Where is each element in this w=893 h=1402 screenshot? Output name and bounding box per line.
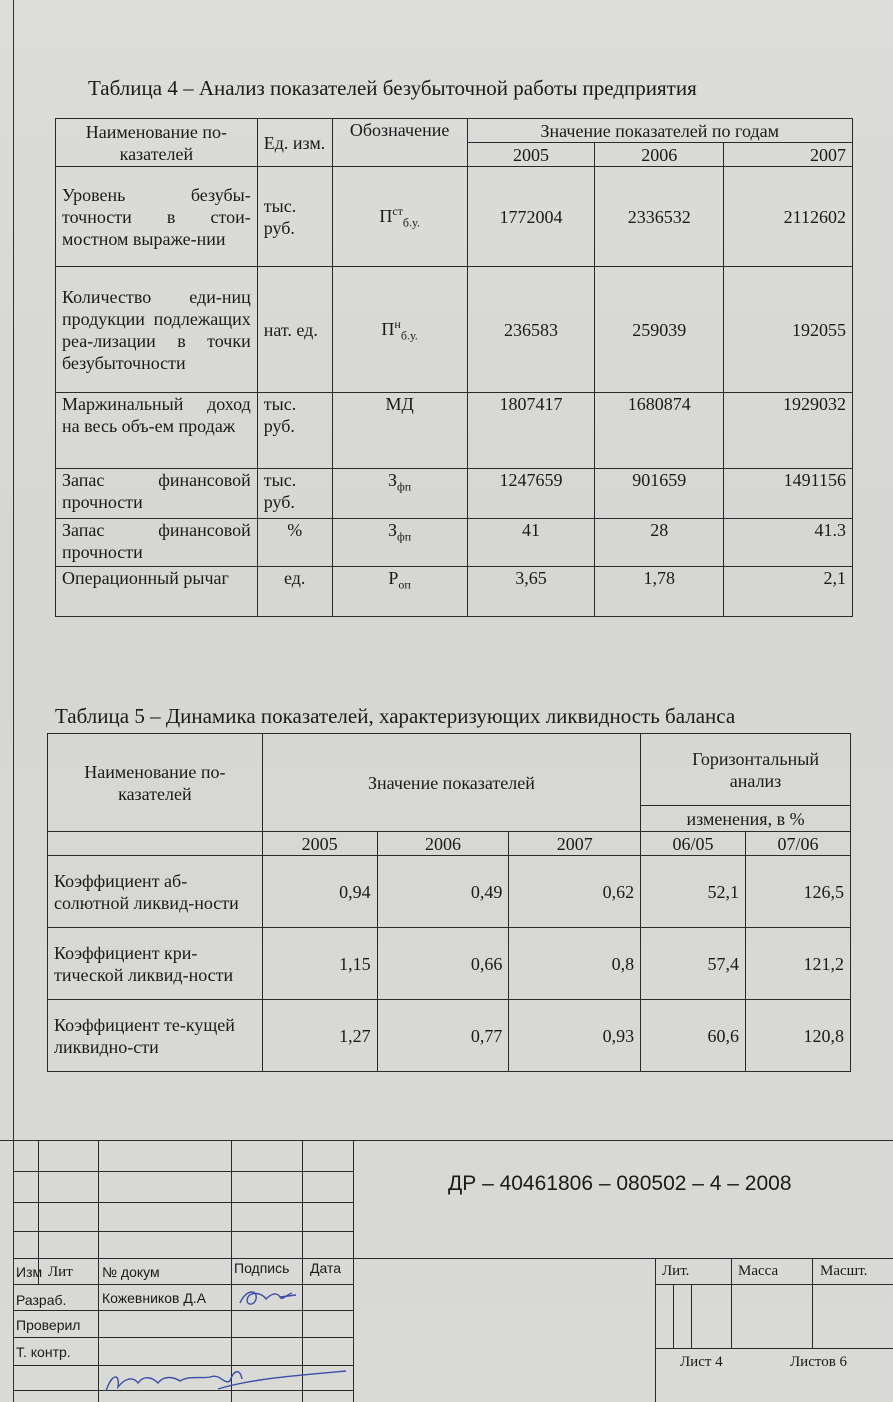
table4-row	[56, 167, 853, 267]
stamp-doc-no: № докум	[102, 1264, 160, 1280]
stamp-line	[38, 1140, 39, 1284]
row-unit: тыс. руб.	[257, 469, 332, 519]
stamp-mass: Масса	[738, 1263, 779, 1279]
row-value-2006: 0,77	[377, 1000, 509, 1072]
stamp-developer-name: Кожевников Д.А	[102, 1290, 207, 1306]
row-value-2007: 2112602	[724, 167, 853, 267]
row-change-06-05: 52,1	[641, 856, 746, 928]
table4-header-values-by-year: Значение показателей по годам	[467, 119, 852, 143]
stamp-t-control: Т. контр.	[16, 1344, 71, 1360]
table5-header-horizontal: Горизонтальный анализ	[641, 734, 851, 806]
row-name: Коэффициент аб-солютной ликвид-ности	[48, 856, 263, 928]
table4-row	[56, 519, 853, 567]
table4-header-2007: 2007	[724, 143, 853, 167]
row-change-07-06: 121,2	[746, 928, 851, 1000]
row-symbol: $П^н_{б.у.}$	[332, 267, 467, 393]
table5-header-2006: 2006	[377, 832, 509, 856]
developer-signature-icon	[236, 1285, 300, 1311]
row-value-2006: 901659	[595, 469, 724, 519]
row-change-06-05: 57,4	[641, 928, 746, 1000]
row-change-06-05: 60,6	[641, 1000, 746, 1072]
row-name: Коэффициент те-кущей ликвидно-сти	[48, 1000, 263, 1072]
row-value-2006: 0,66	[377, 928, 509, 1000]
row-value-2006: 28	[595, 519, 724, 567]
stamp-line	[655, 1348, 893, 1349]
table4-header-name: Наименование по-казателей	[56, 119, 258, 167]
table4	[55, 118, 853, 617]
stamp-sheet: Лист 4	[680, 1354, 723, 1370]
row-unit: ед.	[257, 567, 332, 617]
stamp-lit: Лит	[48, 1264, 73, 1280]
row-value-2005: 1772004	[467, 167, 595, 267]
table5-header-07-06: 07/06	[746, 832, 851, 856]
table5-header-values: Значение показателей	[262, 734, 640, 832]
row-value-2007: 0,62	[509, 856, 641, 928]
table5-row	[48, 1000, 851, 1072]
row-value-2006: 1680874	[595, 393, 724, 469]
row-value-2005: 3,65	[467, 567, 595, 617]
stamp-line	[98, 1140, 99, 1402]
row-symbol: МД	[332, 393, 467, 469]
table4-row	[56, 267, 853, 393]
row-value-2005: 0,94	[262, 856, 377, 928]
stamp-sheets: Листов 6	[790, 1354, 848, 1370]
row-change-07-06: 120,8	[746, 1000, 851, 1072]
row-value-2007: 1491156	[724, 469, 853, 519]
table4-header-unit: Ед. изм.	[257, 119, 332, 167]
table4-row	[56, 393, 853, 469]
row-symbol: $Р_{оп}$	[332, 567, 467, 617]
row-value-2007: 0,8	[509, 928, 641, 1000]
stamp-line	[13, 1258, 893, 1259]
table5-header-name: Наименование по-казателей	[48, 734, 263, 832]
row-name: Коэффициент кри-тической ликвид-ности	[48, 928, 263, 1000]
row-value-2007: 192055	[724, 267, 853, 393]
table4-caption: Таблица 4 – Анализ показателей безубыточной работы предприятия	[88, 76, 697, 100]
table5-header-change: изменения, в %	[641, 806, 851, 832]
row-name: Уровень безубы-точности в стои-мостном выраже-нии	[56, 167, 258, 267]
table4-row	[56, 567, 853, 617]
row-name: Маржинальный доход на весь объ-ем продаж	[56, 393, 258, 469]
row-value-2007: 1929032	[724, 393, 853, 469]
row-value-2006: 259039	[595, 267, 724, 393]
table5-header-2007: 2007	[509, 832, 641, 856]
stamp-line	[302, 1140, 303, 1402]
row-value-2005: 1,15	[262, 928, 377, 1000]
tcontrol-signature-icon	[100, 1365, 350, 1399]
table4-header-designation: Обозначение	[332, 119, 467, 167]
stamp-scale: Масшт.	[820, 1263, 868, 1279]
stamp-line	[655, 1258, 656, 1402]
stamp-line	[673, 1284, 674, 1348]
row-name: Количество еди-ниц продукции подлежащих реа-лизации в точки безубыточности	[56, 267, 258, 393]
row-symbol: $П^{ст}_{б.у.}$	[332, 167, 467, 267]
row-change-07-06: 126,5	[746, 856, 851, 928]
stamp-line	[0, 1140, 893, 1141]
row-name: Запас финансовой прочности	[56, 469, 258, 519]
row-symbol: $З_{фп}$	[332, 519, 467, 567]
row-unit: тыс. руб.	[257, 167, 332, 267]
stamp-line	[691, 1284, 692, 1348]
row-value-2005: 41	[467, 519, 595, 567]
table5-header-06-05: 06/05	[641, 832, 746, 856]
row-value-2005: 1807417	[467, 393, 595, 469]
row-value-2006: 2336532	[595, 167, 724, 267]
stamp-signature: Подпись	[234, 1260, 290, 1276]
row-value-2006: 1,78	[595, 567, 724, 617]
row-value-2005: 1247659	[467, 469, 595, 519]
table5-row	[48, 928, 851, 1000]
document-number: ДР – 40461806 – 080502 – 4 – 2008	[448, 1172, 792, 1195]
stamp-line	[812, 1258, 813, 1348]
row-value-2007: 41.3	[724, 519, 853, 567]
stamp-line	[231, 1140, 232, 1402]
stamp-line	[731, 1258, 732, 1348]
table5-header-2005: 2005	[262, 832, 377, 856]
row-value-2005: 236583	[467, 267, 595, 393]
table4-row	[56, 469, 853, 519]
row-symbol: $З_{фп}$	[332, 469, 467, 519]
row-value-2005: 1,27	[262, 1000, 377, 1072]
table4-header-2005: 2005	[467, 143, 595, 167]
stamp-lit-col: Лит.	[662, 1263, 690, 1279]
table5-row	[48, 856, 851, 928]
row-unit: нат. ед.	[257, 267, 332, 393]
title-block	[0, 1140, 893, 1402]
row-value-2007: 0,93	[509, 1000, 641, 1072]
row-unit: %	[257, 519, 332, 567]
stamp-line	[353, 1140, 354, 1402]
stamp-date: Дата	[310, 1260, 342, 1276]
row-value-2007: 2,1	[724, 567, 853, 617]
stamp-checked: Проверил	[16, 1317, 81, 1333]
stamp-developed: Разраб.	[16, 1292, 67, 1308]
stamp-izm: Изм	[16, 1264, 43, 1280]
table5-header-empty	[48, 832, 263, 856]
row-name: Запас финансовой прочности	[56, 519, 258, 567]
row-value-2006: 0,49	[377, 856, 509, 928]
table5-caption: Таблица 5 – Динамика показателей, характеризующих ликвидность баланса	[55, 704, 736, 728]
table4-header-2006: 2006	[595, 143, 724, 167]
table5	[47, 733, 851, 1072]
row-name: Операционный рычаг	[56, 567, 258, 617]
row-unit: тыс. руб.	[257, 393, 332, 469]
